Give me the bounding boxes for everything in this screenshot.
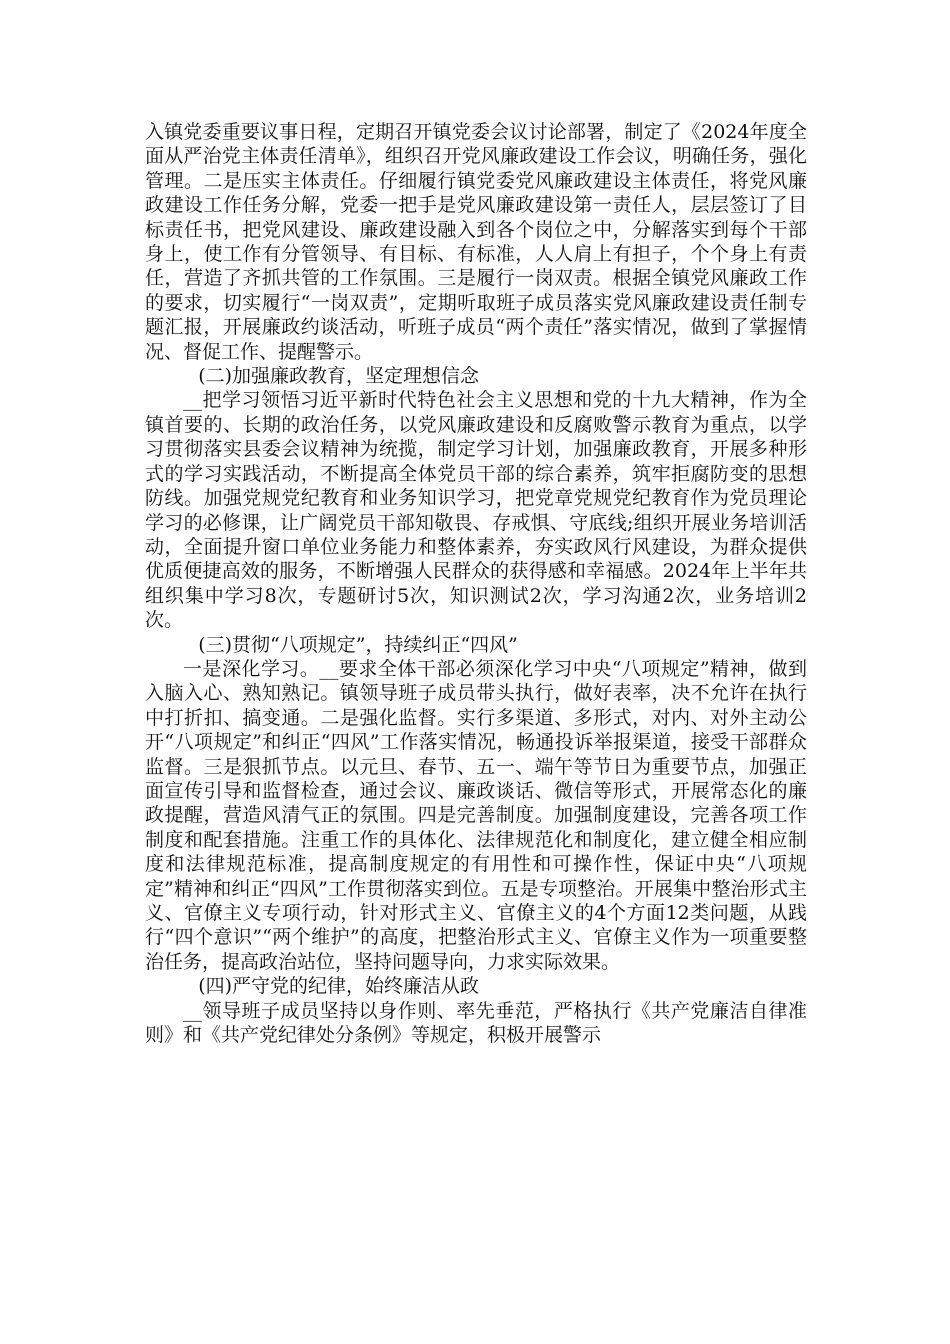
paragraph-discipline: __领导班子成员坚持以身作则、率先垂范，严格执行《共产党廉洁自律准则》和《共产党纪律处分条例》等规定，积极开展警示 bbox=[145, 999, 807, 1047]
paragraph-responsibility: 入镇党委重要议事日程，定期召开镇党委会议讨论部署，制定了《2024年度全面从严治党主体责任清单》，组织召开党风廉政建设工作会议，明确任务，强化管理。二是压实主体责任。仔细履行镇党委党风廉政建设主体责任，将党风廉政建设工作任务分解，党委一把手是党风廉政建设第一责任人，层层签订了目标责任书，把党风建设、廉政建设融入到各个岗位之中，分解落实到每个干部身上，使工作有分管领导、有目标、有标准，人人肩上有担子，个个身上有责任，营造了齐抓共管的工作氛围。三是履行一岗双责。根据全镇党风廉政工作的要求，切实履行“一岗双责”，定期听取班子成员落实党风廉政建设责任制专题汇报，开展廉政约谈活动，听班子成员“两个责任”落实情况，做到了掌握情况、督促工作、提醒警示。 bbox=[145, 121, 807, 363]
paragraph-eight-rules: 一是深化学习。__要求全体干部必须深化学习中央“八项规定”精神，做到入脑入心、熟知熟记。镇领导班子成员带头执行，做好表率，决不允许在执行中打折扣、搞变通。二是强化监督。实行多渠道、多形式，对内、对外主动公开“八项规定”和纠正“四风”工作落实情况，畅通投诉举报渠道，接受干部群众监督。三是狠抓节点。以元旦、春节、五一、端午等节日为重要节点，加强正面宣传引导和监督检查，通过会议、廉政谈话、微信等形式，开展常态化的廉政提醒，营造风清气正的氛围。四是完善制度。加强制度建设，完善各项工作制度和配套措施。注重工作的具体化、法律规范化和制度化，建立健全相应制度和法律规范标准，提高制度规定的有用性和可操作性，保证中央“八项规定”精神和纠正“四风”工作贯彻落实到位。五是专项整治。开展集中整治形式主义、官僚主义专项行动，针对形式主义、官僚主义的4个方面12类问题，从践行“四个意识”“两个维护”的高度，把整治形式主义、官僚主义作为一项重要整治任务，提高政治站位，坚持问题导向，力求实际效果。 bbox=[145, 657, 807, 973]
section-heading-4: (四)严守党的纪律，始终廉洁从政 bbox=[198, 975, 480, 998]
paragraph-education: __把学习领悟习近平新时代特色社会主义思想和党的十九大精神，作为全镇首要的、长期的政治任务，以党风廉政建设和反腐败警示教育为重点，以学习贯彻落实县委会议精神为统揽，制定学习计划，加强廉政教育，开展多种形式的学习实践活动，不断提高全体党员干部的综合素养，筑牢拒腐防变的思想防线。加强党规党纪教育和业务知识学习，把党章党规党纪教育作为党员理论学习的必修课，让广阔党员干部知敬畏、存戒惧、守底线;组织开展业务培训活动，全面提升窗口单位业务能力和整体素养，夯实政风行风建设，为群众提供优质便捷高效的服务，不断增强人民群众的获得感和幸福感。2024年上半年共组织集中学习8次，专题研讨5次，知识测试2次，学习沟通2次，业务培训2次。 bbox=[145, 389, 807, 632]
section-heading-2: (二)加强廉政教育，坚定理想信念 bbox=[198, 365, 480, 388]
section-heading-3: (三)贯彻“八项规定”，持续纠正“四风” bbox=[198, 633, 518, 656]
document-body bbox=[145, 120, 807, 1047]
